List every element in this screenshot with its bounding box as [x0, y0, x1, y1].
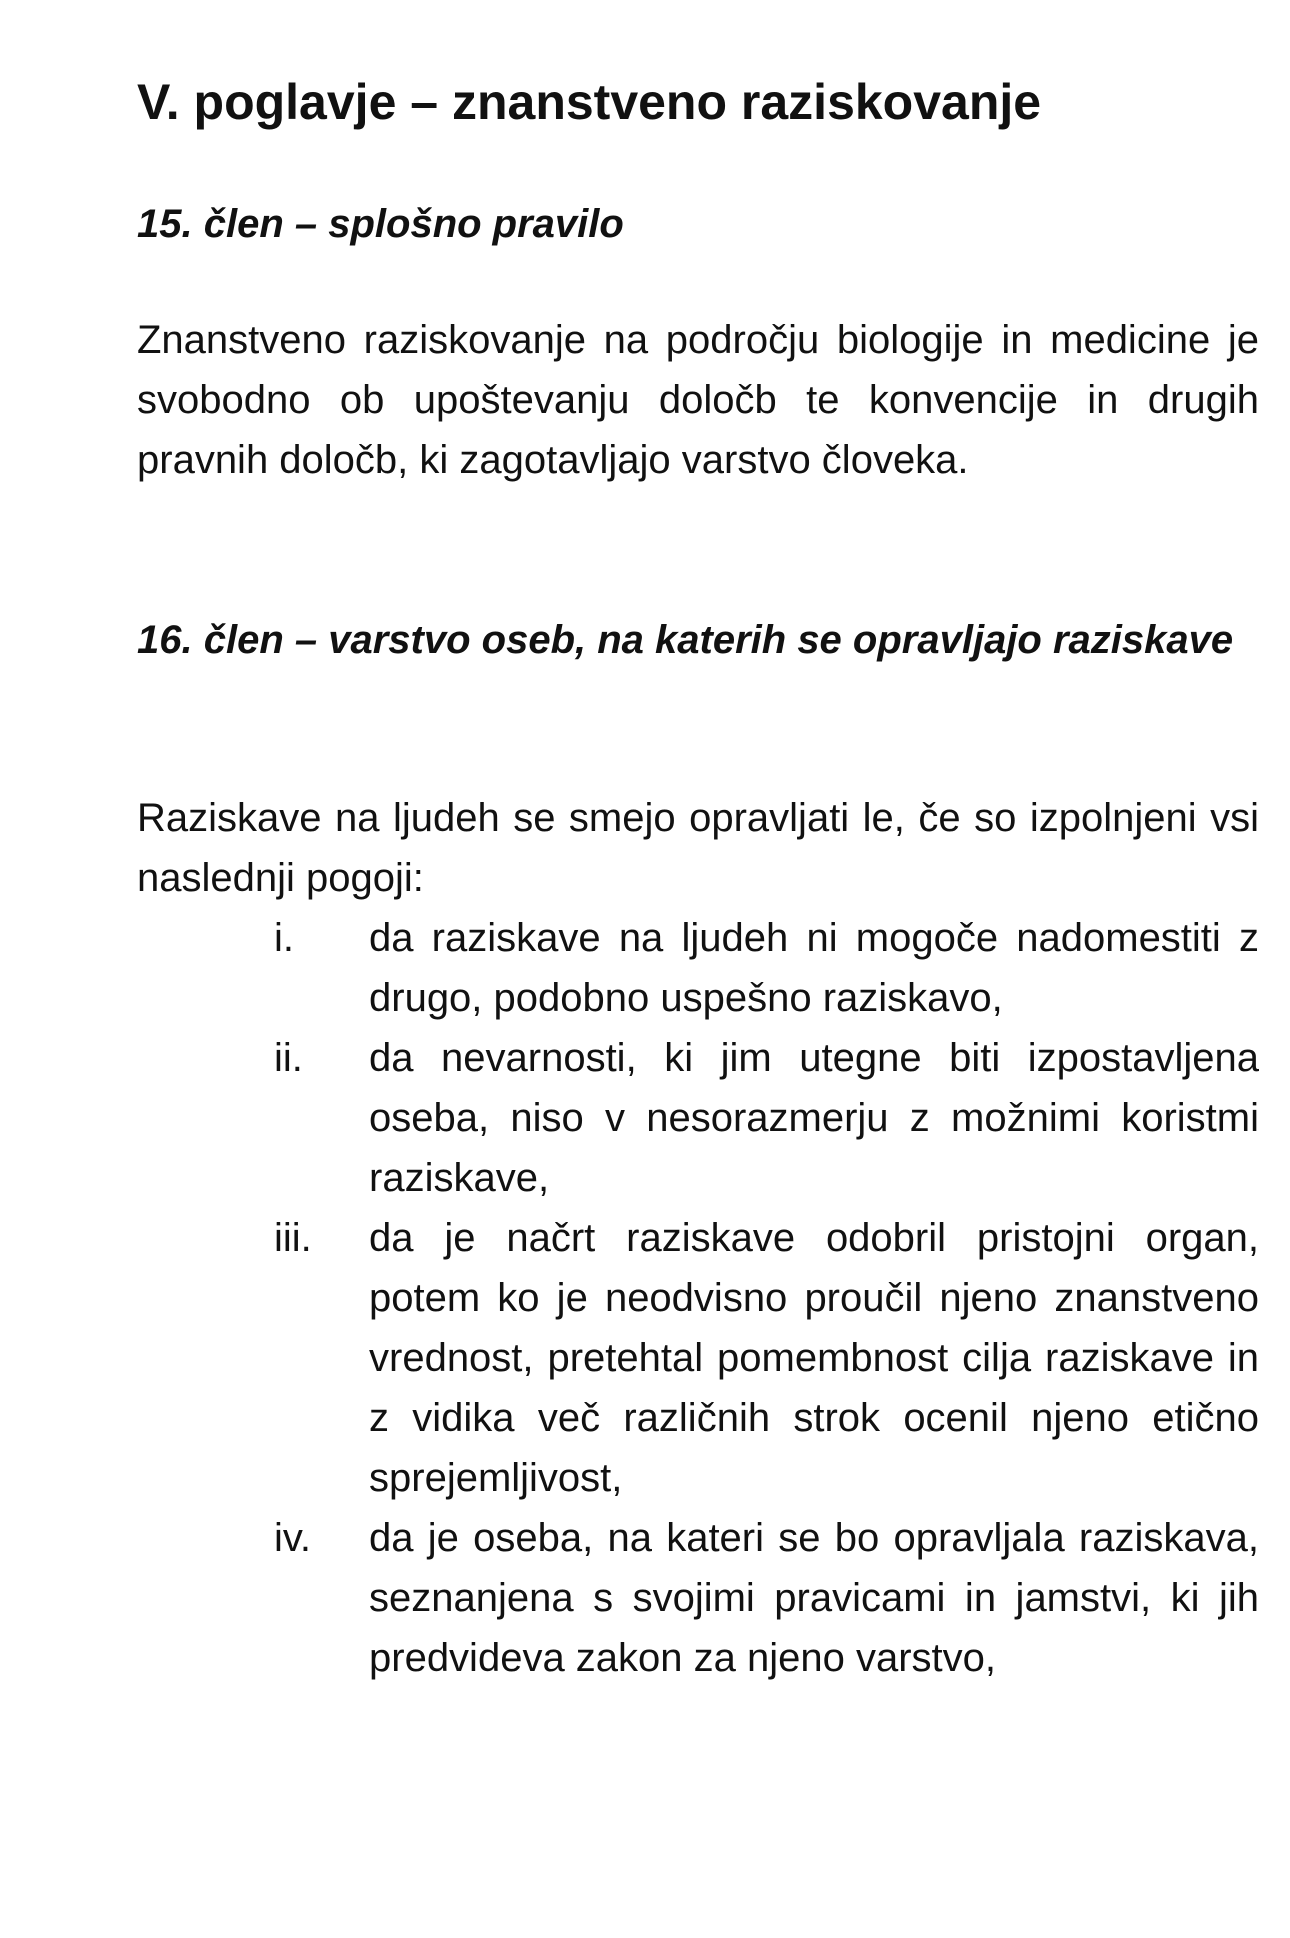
article-15-title: 15. člen – splošno pravilo [137, 202, 624, 246]
condition-text: da je načrt raziskave odobril pristojni organ, potem ko je neodvisno proučil njeno znanstveno vrednost, pretehtal pomembnost cilja raziskave in z vidika več različnih strok ocenil njeno etično sprejemljivost, [369, 1216, 1259, 1500]
condition-number: i. [274, 916, 294, 960]
conditions-list [137, 908, 1259, 1688]
condition-number: iv. [274, 1516, 312, 1560]
condition-number: ii. [274, 1036, 303, 1080]
condition-text: da raziskave na ljudeh ni mogoče nadomestiti z drugo, podobno uspešno raziskavo, [369, 916, 1259, 1020]
article-15-body: Znanstveno raziskovanje na področju biologije in medicine je svobodno ob upoštevanju določb te konvencije in drugih pravnih določb, ki zagotavljajo varstvo človeka. [137, 318, 1259, 482]
condition-item-iv [137, 1508, 1259, 1688]
chapter-title: V. poglavje – znanstveno raziskovanje [137, 74, 1042, 130]
condition-item-iii [137, 1208, 1259, 1508]
condition-item-ii [137, 1028, 1259, 1208]
article-16-intro: Raziskave na ljudeh se smejo opravljati le, če so izpolnjeni vsi naslednji pogoji: [137, 796, 1259, 900]
condition-number: iii. [274, 1216, 312, 1260]
condition-item-i [137, 908, 1259, 1028]
article-16-title: 16. člen – varstvo oseb, na katerih se opravljajo raziskave [137, 618, 1234, 662]
condition-text: da nevarnosti, ki jim utegne biti izpostavljena oseba, niso v nesorazmerju z možnimi koristmi raziskave, [369, 1036, 1259, 1200]
condition-text: da je oseba, na kateri se bo opravljala raziskava, seznanjena s svojimi pravicami in jamstvi, ki jih predvideva zakon za njeno varstvo, [369, 1516, 1259, 1680]
